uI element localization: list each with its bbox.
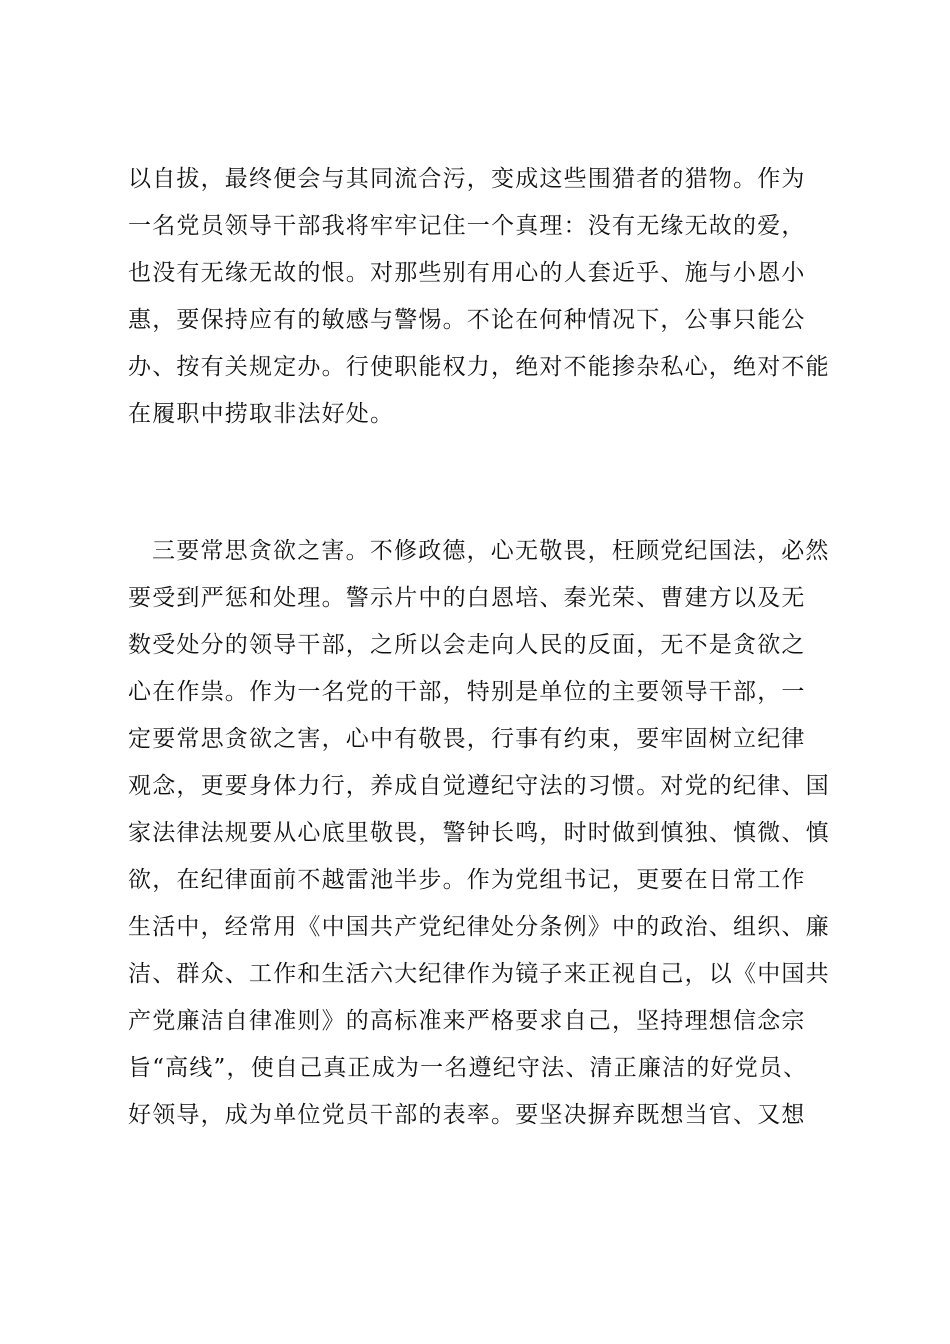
paragraph-line: 要受到严惩和处理。警示片中的白恩培、秦光荣、曹建方以及无 (128, 585, 806, 611)
paragraph-line: 观念，更要身体力行，养成自觉遵纪守法的习惯。对党的纪律、国 (128, 773, 830, 799)
paragraph-line: 洁、群众、工作和生活六大纪律作为镜子来正视自己，以《中国共 (128, 961, 830, 987)
paragraph-line: 以自拔，最终便会与其同流合污，变成这些围猎者的猎物。作为 (128, 166, 806, 192)
paragraph-line: 也没有无缘无故的恨。对那些别有用心的人套近乎、施与小恩小 (128, 260, 806, 286)
paragraph-2 (128, 528, 828, 1139)
paragraph-line: 生活中，经常用《中国共产党纪律处分条例》中的政治、组织、廉 (128, 914, 830, 940)
paragraph-line: 好领导，成为单位党员干部的表率。要坚决摒弃既想当官、又想 (128, 1102, 806, 1128)
paragraph-line: 一名党员领导干部我将牢牢记住一个真理：没有无缘无故的爱， (128, 213, 806, 239)
paragraph-line: 办、按有关规定办。行使职能权力，绝对不能掺杂私心，绝对不能 (128, 354, 830, 380)
paragraph-1 (128, 156, 828, 438)
paragraph-line: 定要常思贪欲之害，心中有敬畏，行事有约束，要牢固树立纪律 (128, 726, 806, 752)
paragraph-line: 心在作祟。作为一名党的干部，特别是单位的主要领导干部，一 (128, 679, 806, 705)
paragraph-line: 家法律法规要从心底里敬畏，警钟长鸣，时时做到慎独、慎微、慎 (128, 820, 830, 846)
paragraph-line: 数受处分的领导干部，之所以会走向人民的反面，无不是贪欲之 (128, 632, 806, 658)
paragraph-line: 三要常思贪欲之害。不修政德，心无敬畏，枉顾党纪国法，必然 (152, 538, 830, 564)
paragraph-line: 欲，在纪律面前不越雷池半步。作为党组书记，更要在日常工作 (128, 867, 806, 893)
paragraph-line: 惠，要保持应有的敏感与警惕。不论在何种情况下，公事只能公 (128, 307, 806, 333)
paragraph-line: 在履职中捞取非法好处。 (128, 401, 395, 427)
paragraph-line: 旨“高线”，使自己真正成为一名遵纪守法、清正廉洁的好党员、 (128, 1055, 808, 1081)
paragraph-line: 产党廉洁自律准则》的高标准来严格要求自己，坚持理想信念宗 (128, 1008, 806, 1034)
